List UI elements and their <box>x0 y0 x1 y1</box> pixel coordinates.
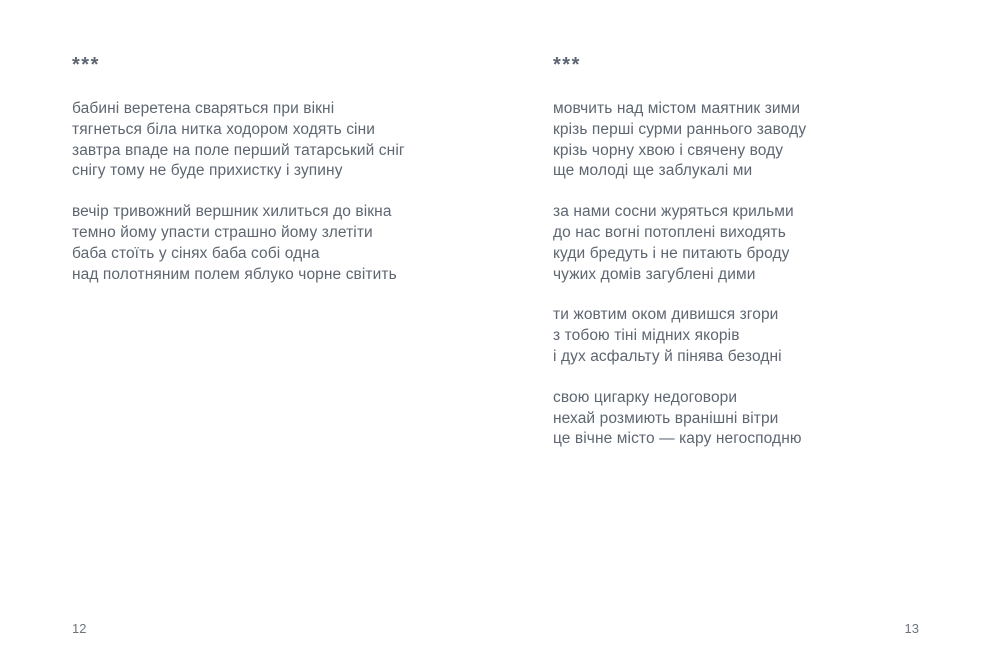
poem-line: бабині веретена сваряться при вікні <box>72 100 335 117</box>
poem-right <box>553 99 919 450</box>
poem-line: ти жовтим оком дивишся згори <box>553 306 779 324</box>
poem-line: темно йому упасти страшно йому злетіти <box>72 223 373 241</box>
page-number-left: 12 <box>72 621 87 636</box>
poem-line: снігу тому не буде прихистку і зупину <box>72 162 343 180</box>
poem-line: свою цигарку недоговори <box>553 388 738 406</box>
poem-line: баба стоїть у сінях баба собі одна <box>72 244 320 262</box>
poem-line: за нами сосни журяться крильми <box>553 203 794 221</box>
poem-line: над полотняним полем яблуко чорне світить <box>72 265 397 283</box>
poem-line: мовчить над містом маятник зими <box>553 100 801 117</box>
poem-line: крізь перші сурми раннього заводу <box>553 120 807 138</box>
poem-line: тягнеться біла нитка ходором ходять сіни <box>72 120 376 138</box>
stanza <box>553 388 919 450</box>
poem-line: чужих домів загублені дими <box>553 265 756 283</box>
poem-line: крізь чорну хвою і свячену воду <box>553 141 784 159</box>
poem-line: до нас вогні потоплені виходять <box>553 223 786 241</box>
poem-marker-right: *** <box>553 54 581 76</box>
poem-marker-left: *** <box>72 54 100 76</box>
page-number-right: 13 <box>904 621 919 636</box>
poem-line: куди бредуть і не питають броду <box>553 244 790 262</box>
poem-line: з тобою тіні мідних якорів <box>553 327 740 345</box>
poem-line: вечір тривожний вершник хилиться до вікна <box>72 203 392 221</box>
stanza <box>553 305 919 367</box>
stanza <box>72 99 472 182</box>
poem-line: ще молоді ще заблукалі ми <box>553 162 753 180</box>
stanza <box>553 99 919 182</box>
page-left <box>72 0 472 672</box>
stanza <box>72 202 472 285</box>
poem-line: це вічне місто — кару негосподню <box>553 430 802 448</box>
poem-line: і дух асфальту й пінява безодні <box>553 347 782 365</box>
poem-line: нехай розмиють вранішні вітри <box>553 409 779 427</box>
page-right <box>553 0 919 672</box>
poem-line: завтра впаде на поле перший татарський сніг <box>72 141 405 159</box>
poem-left <box>72 99 472 285</box>
stanza <box>553 202 919 285</box>
